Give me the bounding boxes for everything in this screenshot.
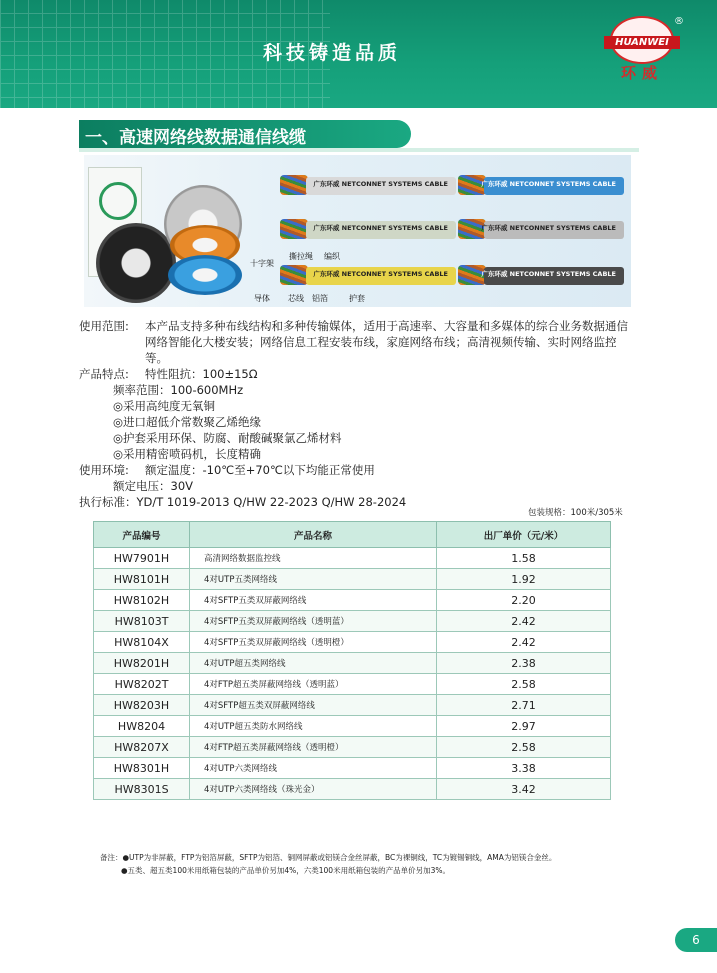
product-code: HW8207X: [94, 737, 190, 758]
logo-registered-mark: ®: [674, 16, 684, 27]
product-price: 2.20: [437, 590, 611, 611]
cable-label: 广东环威 NETCONNET SYSTEMS CABLE: [481, 270, 616, 278]
product-price: 2.38: [437, 653, 611, 674]
features-label: 产品特点:: [79, 367, 129, 381]
col-header-name: 产品名称: [190, 522, 437, 548]
packing-spec: 包装规格：100米/305米: [528, 508, 623, 518]
table-row: [94, 611, 611, 632]
usage-label: 使用范围:: [79, 319, 129, 333]
table-row: [94, 632, 611, 653]
product-price: 2.42: [437, 611, 611, 632]
feature-bullet-3: ◎护套采用环保、防腐、耐酸碱聚氯乙烯材料: [113, 431, 342, 445]
table-row: [94, 590, 611, 611]
part-label-foil: 铝箔: [312, 294, 328, 303]
cable-sample-3: [306, 267, 456, 285]
cable-sample-5: [481, 221, 624, 239]
product-name: 4对UTP超五类网络线: [190, 653, 437, 674]
page-header: [0, 0, 717, 108]
part-label-cross: 十字架: [250, 259, 274, 268]
cable-label: 广东环威 NETCONNET SYSTEMS CABLE: [313, 270, 448, 278]
product-photo: [84, 155, 631, 307]
wire-fan-3: [280, 265, 308, 285]
product-price: 2.42: [437, 632, 611, 653]
product-code: HW7901H: [94, 548, 190, 569]
product-code: HW8103T: [94, 611, 190, 632]
temperature-value: 额定温度：-10℃至+70℃以下均能正常使用: [145, 463, 375, 477]
product-code: HW8301S: [94, 779, 190, 800]
wire-fan-2: [280, 219, 308, 239]
table-row: [94, 548, 611, 569]
product-name: 4对UTP六类网络线（珠光金）: [190, 779, 437, 800]
product-price: 3.38: [437, 758, 611, 779]
product-name: 4对UTP五类网络线: [190, 569, 437, 590]
col-header-code: 产品编号: [94, 522, 190, 548]
logo-brand-en: HUANWEI: [604, 36, 680, 49]
part-label-conductor: 导体: [254, 294, 270, 303]
wire-fan-1: [280, 175, 308, 195]
price-table: [93, 521, 611, 800]
product-code: HW8203H: [94, 695, 190, 716]
product-price: 1.58: [437, 548, 611, 569]
cable-label: 广东环威 NETCONNET SYSTEMS CABLE: [313, 180, 448, 188]
product-price: 1.92: [437, 569, 611, 590]
section-title: 一、高速网络线数据通信线缆: [85, 128, 306, 148]
product-name: 4对SFTP五类双屏蔽网络线（透明橙）: [190, 632, 437, 653]
product-price: 2.58: [437, 737, 611, 758]
spec-features: [79, 366, 258, 382]
spec-environment: [79, 462, 375, 478]
col-header-price: 出厂单价（元/米）: [437, 522, 611, 548]
product-name: 4对UTP超五类防水网络线: [190, 716, 437, 737]
spec-usage: [79, 318, 639, 366]
table-row: [94, 569, 611, 590]
product-code: HW8101H: [94, 569, 190, 590]
product-name: 4对SFTP五类双屏蔽网络线: [190, 590, 437, 611]
product-price: 2.97: [437, 716, 611, 737]
table-header-row: [94, 522, 611, 548]
impedance-value: 特性阻抗：100±15Ω: [145, 367, 258, 381]
footnote-1: 备注：●UTP为非屏蔽，FTP为铝箔屏蔽，SFTP为铝箔、铜网屏蔽或铝镁合金丝屏蔽，BC为裸铜线，TC为镀锡铜线，AMA为铝镁合金丝。: [100, 853, 557, 862]
table-row: [94, 758, 611, 779]
table-row: [94, 779, 611, 800]
spec-frequency: 频率范围：100-600MHz: [113, 383, 244, 397]
product-code: HW8102H: [94, 590, 190, 611]
product-code: HW8201H: [94, 653, 190, 674]
spec-voltage: 额定电压：30V: [113, 479, 193, 493]
product-code: HW8104X: [94, 632, 190, 653]
cable-spool-black: [96, 223, 176, 303]
section-underline: [79, 148, 639, 152]
part-label-core: 芯线: [288, 294, 304, 303]
product-code: HW8204: [94, 716, 190, 737]
usage-text: 本产品支持多种布线结构和多种传输媒体，适用于高速率、大容量和多媒体的综合业务数据通信网络智能化大楼安装；网络信息工程安装布线，家庭网络布线；高清视频传输、实时网络监控等。: [145, 319, 628, 365]
cable-label: 广东环威 NETCONNET SYSTEMS CABLE: [313, 224, 448, 232]
spec-standard: 执行标准：YD/T 1019-2013 Q/HW 22-2023 Q/HW 28-2024: [79, 495, 407, 509]
cable-sample-6: [481, 267, 624, 285]
product-name: 4对UTP六类网络线: [190, 758, 437, 779]
product-name: 4对FTP超五类屏蔽网络线（透明橙）: [190, 737, 437, 758]
cable-sample-2: [306, 221, 456, 239]
table-row: [94, 716, 611, 737]
table-row: [94, 674, 611, 695]
product-name: 4对SFTP超五类双屏蔽网络线: [190, 695, 437, 716]
footnote-2: ●五类、超五类100米用纸箱包装的产品单价另加4%，六类100米用纸箱包装的产品单价另加3%。: [121, 866, 450, 875]
product-price: 2.58: [437, 674, 611, 695]
product-code: HW8202T: [94, 674, 190, 695]
part-label-braid: 编织: [324, 252, 340, 261]
part-label-jacket: 护套: [349, 294, 365, 303]
footnotes: [100, 851, 556, 877]
logo-brand-cn: 环威: [620, 64, 663, 82]
cable-sample-1: [306, 177, 456, 195]
page-number: 6: [675, 928, 717, 952]
section-heading: [79, 120, 411, 148]
cable-spool-blue: [168, 255, 242, 295]
product-price: 2.71: [437, 695, 611, 716]
feature-bullet-2: ◎进口超低介常数聚乙烯绝缘: [113, 415, 262, 429]
table-row: [94, 653, 611, 674]
product-name: 4对FTP超五类屏蔽网络线（透明蓝）: [190, 674, 437, 695]
part-label-ripcord: 撕拉绳: [289, 252, 313, 261]
brand-logo: [604, 16, 688, 96]
product-price: 3.42: [437, 779, 611, 800]
cable-label: 广东环威 NETCONNET SYSTEMS CABLE: [481, 224, 616, 232]
product-name: 高清网络数据监控线: [190, 548, 437, 569]
table-row: [94, 695, 611, 716]
product-code: HW8301H: [94, 758, 190, 779]
env-label: 使用环境:: [79, 463, 129, 477]
feature-bullet-1: ◎采用高纯度无氧铜: [113, 399, 216, 413]
cable-label: 广东环威 NETCONNET SYSTEMS CABLE: [481, 180, 616, 188]
box-logo-disk: [99, 182, 137, 220]
feature-bullet-4: ◎采用精密喷码机，长度精确: [113, 447, 262, 461]
header-tagline: 科技铸造品质: [263, 42, 402, 64]
table-row: [94, 737, 611, 758]
product-name: 4对SFTP五类双屏蔽网络线（透明蓝）: [190, 611, 437, 632]
cable-sample-4: [481, 177, 624, 195]
